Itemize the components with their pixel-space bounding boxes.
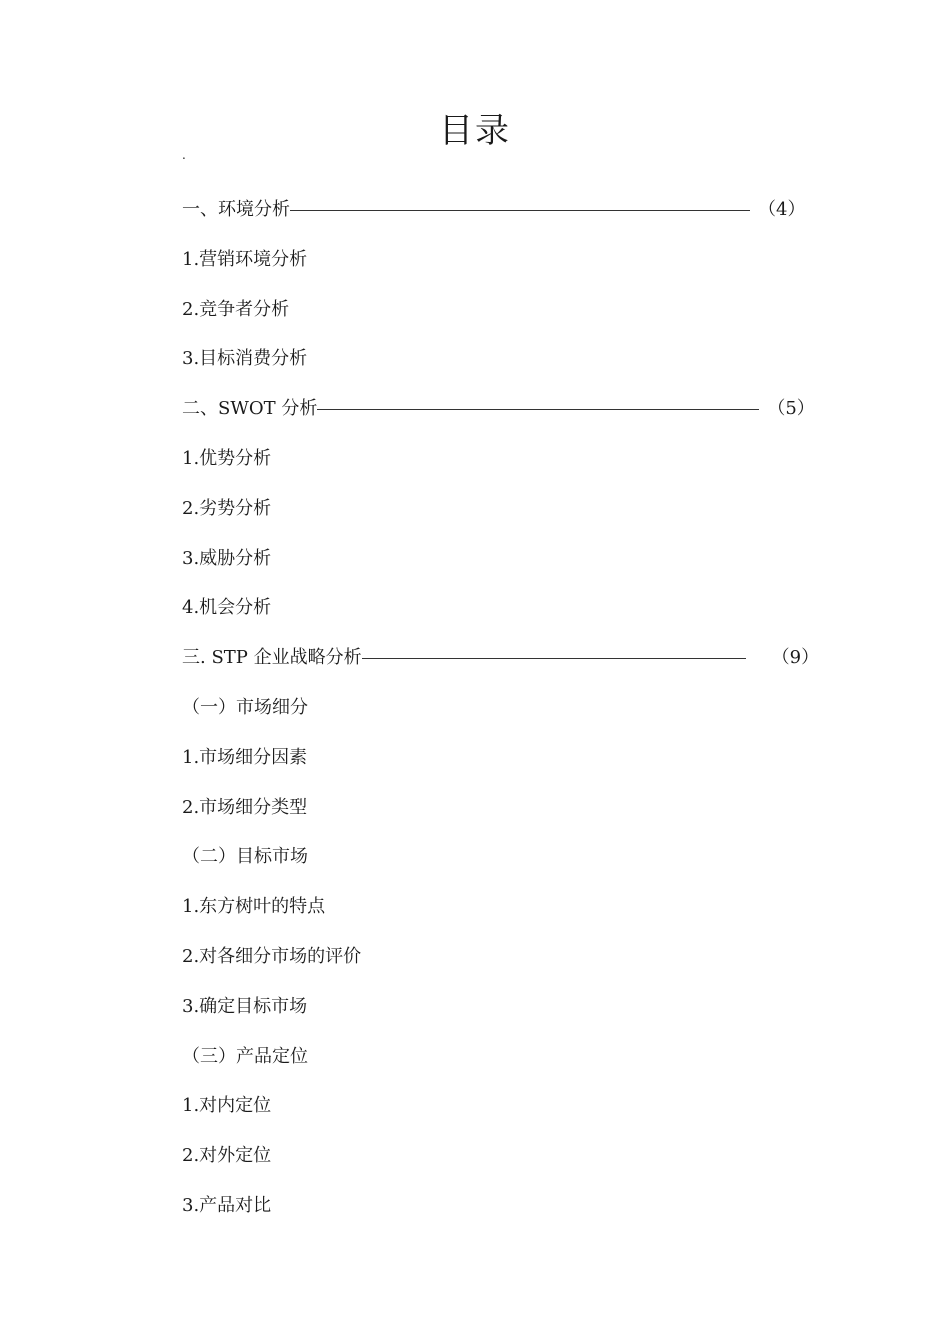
toc-page-number: （4） [758,199,806,220]
toc-entry[interactable] [182,794,822,844]
toc-entry-text: 3.威胁分析 [182,547,272,569]
toc-entry-text: 1.优势分析 [182,447,272,469]
toc-entry-text: 1.东方树叶的特点 [182,896,326,918]
toc-entry[interactable] [182,694,822,744]
toc-entry-text: 1.市场细分因素 [182,746,308,768]
stray-mark: . [182,148,186,162]
toc-entry[interactable] [182,246,822,296]
toc-page-number: （9） [771,647,820,669]
toc-entry[interactable] [182,1092,822,1142]
toc-entry[interactable] [182,993,822,1043]
toc-entry-text: 2.市场细分类型 [182,796,308,818]
toc-entry-text: 三. STP 企业战略分析 [182,647,362,669]
toc-entry-text: 2.竞争者分析 [182,298,290,320]
toc-entry[interactable] [182,495,822,545]
table-of-contents [182,196,822,1242]
toc-entry-text: 3.产品对比 [182,1194,272,1216]
toc-entry-text: （三）产品定位 [182,1045,308,1067]
toc-entry[interactable] [182,943,822,993]
toc-entry[interactable] [182,644,822,694]
toc-entry[interactable] [182,1192,822,1242]
toc-entry[interactable] [182,594,822,644]
toc-leader-line [362,658,746,659]
toc-entry[interactable] [182,843,822,893]
toc-entry-text: 1.营销环境分析 [182,248,308,270]
toc-entry-text: （二）目标市场 [182,846,308,868]
toc-entry[interactable] [182,1142,822,1192]
toc-entry-text: 1.对内定位 [182,1095,272,1117]
toc-entry-text: 2.对各细分市场的评价 [182,945,362,967]
toc-entry[interactable] [182,445,822,495]
toc-entry[interactable] [182,744,822,794]
toc-entry[interactable] [182,545,822,595]
toc-entry[interactable] [182,345,822,395]
toc-entry-text: 2.对外定位 [182,1145,272,1167]
toc-page-number: （5） [767,398,815,420]
toc-entry-text: 3.确定目标市场 [182,995,308,1017]
toc-entry-text: 3.目标消费分析 [182,348,308,370]
page-title: 目录 [439,111,511,151]
toc-entry[interactable] [182,296,822,346]
toc-leader-line [290,210,750,211]
toc-entry[interactable] [182,196,822,246]
toc-entry[interactable] [182,395,822,445]
toc-entry-text: 一、环境分析 [182,199,290,220]
toc-entry-text: （一）市场细分 [182,696,308,718]
toc-entry-text: 二、SWOT 分析 [182,398,318,420]
toc-entry[interactable] [182,1043,822,1093]
toc-leader-line [317,409,759,410]
toc-entry[interactable] [182,893,822,943]
toc-entry-text: 4.机会分析 [182,597,272,619]
toc-entry-text: 2.劣势分析 [182,497,272,519]
